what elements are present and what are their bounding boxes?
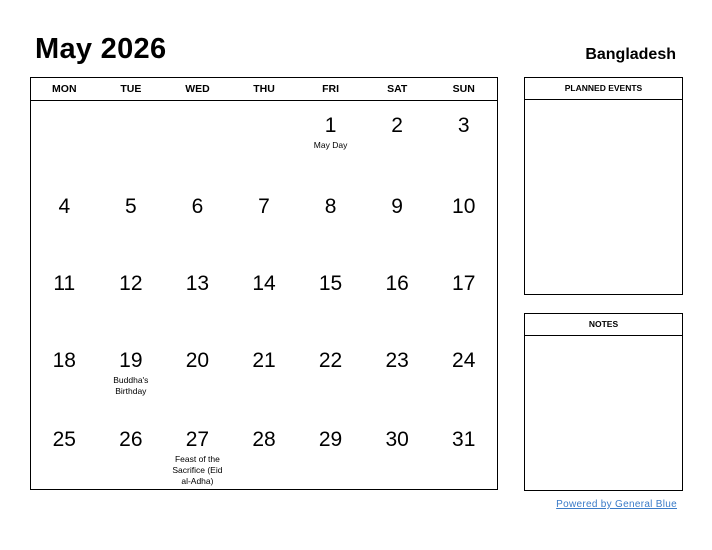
day-cell xyxy=(164,259,231,336)
day-number: 29 xyxy=(318,428,343,451)
day-number: 16 xyxy=(385,272,409,295)
day-number: 26 xyxy=(119,428,143,451)
day-number: 1 xyxy=(324,114,337,137)
day-cell xyxy=(364,259,431,336)
country-label: Bangladesh xyxy=(585,46,676,63)
day-number: 9 xyxy=(391,195,403,218)
day-cell xyxy=(164,336,231,415)
day-cell xyxy=(364,336,431,415)
day-cell xyxy=(231,182,298,259)
day-number: 30 xyxy=(385,428,409,451)
day-cell xyxy=(430,336,497,415)
day-cell xyxy=(164,415,231,491)
weekday-sun: SUN xyxy=(452,83,475,95)
day-number: 22 xyxy=(318,349,343,372)
day-number: 6 xyxy=(191,195,204,218)
day-cell xyxy=(231,101,298,182)
day-cell xyxy=(98,259,165,336)
day-cell xyxy=(297,415,364,491)
day-number: 12 xyxy=(119,272,143,295)
day-number: 8 xyxy=(324,195,337,218)
weekday-mon: MON xyxy=(52,83,77,95)
day-cell xyxy=(98,182,165,259)
day-number: 20 xyxy=(185,349,210,372)
calendar-days xyxy=(31,101,497,491)
holiday-label: Buddha's Birthday xyxy=(113,375,149,396)
day-cell xyxy=(231,415,298,491)
day-cell xyxy=(297,336,364,415)
day-number: 10 xyxy=(452,195,476,218)
day-cell xyxy=(297,101,364,182)
day-cell xyxy=(31,259,98,336)
day-cell xyxy=(231,259,298,336)
day-cell xyxy=(231,336,298,415)
day-cell xyxy=(430,415,497,491)
day-cell xyxy=(364,182,431,259)
calendar-grid xyxy=(30,77,498,490)
day-number: 5 xyxy=(125,195,137,218)
day-cell xyxy=(430,101,497,182)
day-number: 25 xyxy=(52,428,76,451)
day-number: 18 xyxy=(52,349,76,372)
powered-by-link[interactable]: Powered by General Blue xyxy=(556,499,677,510)
day-number: 11 xyxy=(53,272,76,295)
page-title: May 2026 xyxy=(35,33,167,65)
day-number: 21 xyxy=(252,349,276,372)
day-cell xyxy=(297,259,364,336)
day-cell xyxy=(98,101,165,182)
day-cell xyxy=(31,336,98,415)
weekday-wed: WED xyxy=(185,83,210,95)
weekday-sat: SAT xyxy=(387,83,408,95)
day-number: 4 xyxy=(58,195,71,218)
day-cell xyxy=(31,415,98,491)
holiday-label: Feast of the Sacrifice (Eid al-Adha) xyxy=(172,454,223,486)
day-number: 27 xyxy=(185,428,210,451)
day-cell xyxy=(430,259,497,336)
notes-panel xyxy=(524,313,683,491)
weekday-tue: TUE xyxy=(120,83,142,95)
day-cell xyxy=(164,101,231,182)
day-cell xyxy=(430,182,497,259)
day-cell xyxy=(364,101,431,182)
day-cell xyxy=(98,415,165,491)
weekday-fri: FRI xyxy=(322,83,340,95)
day-cell xyxy=(31,182,98,259)
day-cell xyxy=(164,182,231,259)
day-number: 17 xyxy=(452,272,476,295)
day-number: 15 xyxy=(318,272,343,295)
planned-events-header: PLANNED EVENTS xyxy=(525,78,682,100)
day-number: 23 xyxy=(385,349,409,372)
weekday-header-row xyxy=(31,78,497,101)
day-cell xyxy=(297,182,364,259)
day-number: 28 xyxy=(252,428,276,451)
day-cell xyxy=(364,415,431,491)
holiday-label: May Day xyxy=(313,140,348,150)
day-number: 19 xyxy=(119,349,143,372)
notes-header: NOTES xyxy=(525,314,682,336)
day-number: 24 xyxy=(452,349,476,372)
day-number: 13 xyxy=(185,272,210,295)
day-cell xyxy=(98,336,165,415)
weekday-thu: THU xyxy=(253,83,275,95)
day-number: 14 xyxy=(252,272,276,295)
day-number: 2 xyxy=(391,114,403,137)
day-number: 31 xyxy=(452,428,476,451)
day-number: 7 xyxy=(258,195,270,218)
day-cell xyxy=(31,101,98,182)
day-number: 3 xyxy=(457,114,470,137)
planned-events-panel xyxy=(524,77,683,295)
